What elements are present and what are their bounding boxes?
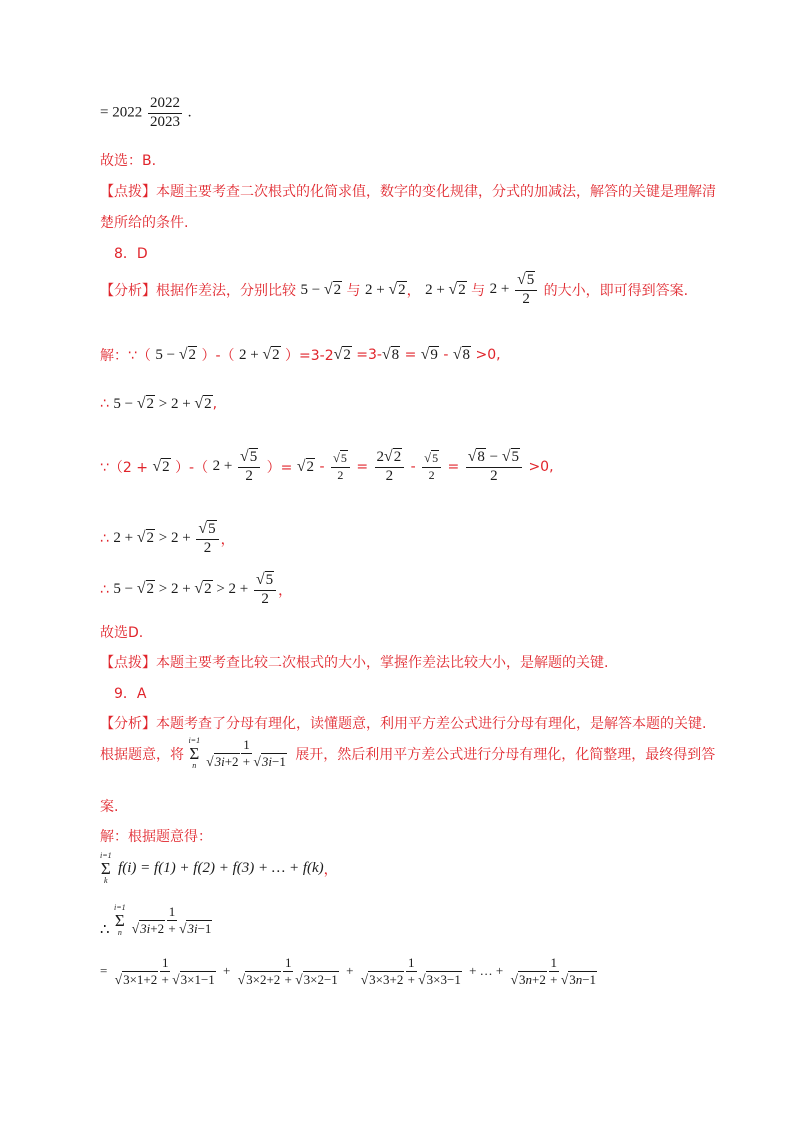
q7-tip-tag: 【点拨】	[100, 184, 156, 200]
q8-number: 8．D	[114, 246, 148, 262]
q8-tip-tag: 【点拨】	[100, 655, 156, 671]
q9-analysis-line2: 根据题意，将 i=1 Σ n $\frac{1}{√3i+2 + √3i-1}$ 展开，然后利用平方差公式进行分母有理化，化简整理，最终得到答	[100, 736, 716, 770]
q8-solution-line2: ∵（2 + √2 ）-（ 2 + $\frac{√5}{2}$ ）= √2 - $\frac{√5}{2}$ = $\frac{2√2}{2}$ - $\frac{√5}{2}$ = $\frac{√8 - √5}{2}$ >0,	[100, 448, 554, 484]
q8-conclusion1: ∴ 5 − √2 > 2 + √2,	[100, 395, 218, 412]
q7-choice: 故选：B.	[100, 153, 157, 169]
q9-therefore-line: ∴ i=1 Σ n $\frac{1}{√3i+2 + √3i-1}$	[100, 903, 212, 938]
q7-tip: 【点拨】本题主要考查二次根式的化简求值，数字的变化规律，分式的加减法，解答的关键是理解清	[100, 184, 716, 200]
q9-analysis-line3: 案.	[100, 799, 119, 815]
q9-analysis-tag: 【分析】	[100, 716, 156, 732]
q8-solution-line1: 解：∵（ 5 − √2 ）-（ 2 + √2 ）=3-2√2 =3-√8 = √9 - √8 >0,	[100, 346, 501, 364]
q7-fraction: $\frac{2022}{2023}$	[149, 95, 180, 130]
q9-number: 9．A	[114, 686, 147, 702]
q7-result-line: = 2022 $\frac{2022}{2023}$ .	[100, 95, 192, 130]
q8-tip: 【点拨】本题主要考查比较二次根式的大小，掌握作差法比较大小，是解题的关键.	[100, 655, 609, 671]
q8-conclusion2: ∴ 2 + √2 > 2 + $\frac{√5}{2}$ ，	[100, 520, 235, 556]
q8-choice: 故选D.	[100, 625, 144, 641]
q8-analysis: 【分析】根据作差法，分别比较 5 − √2 与 2 + √2， 2 + √2 与 2 + $\frac{√5}{2}$ 的大小，即可得到答案.	[100, 271, 689, 307]
q7-tip-cont: 楚所给的条件.	[100, 215, 189, 231]
q8-conclusion3: ∴ 5 − √2 > 2 + √2 > 2 + $\frac{√5}{2}$ ，	[100, 571, 293, 607]
q9-sum-line: i=1 Σ k f(i) = f(1) + f(2) + f(3) + … + f(k)，	[100, 851, 338, 885]
q9-solution-label: 解：根据题意得：	[100, 829, 212, 845]
q9-expansion: = $\frac{1}{√3\times 1+2 + √3\times 1-1}$ + $\frac{1}{√3\times 2+2 + √3\times 2-1}$ + $\frac{1}{√3\times 3+2 + √3\times 3-1}$ + … + $\frac{1}{√3n+2 + √3n-1}$	[100, 955, 597, 987]
q7-eq-prefix: = 2022	[100, 104, 143, 121]
q9-analysis: 【分析】本题考查了分母有理化，读懂题意，利用平方差公式进行分母有理化，是解答本题的关键.	[100, 716, 707, 732]
